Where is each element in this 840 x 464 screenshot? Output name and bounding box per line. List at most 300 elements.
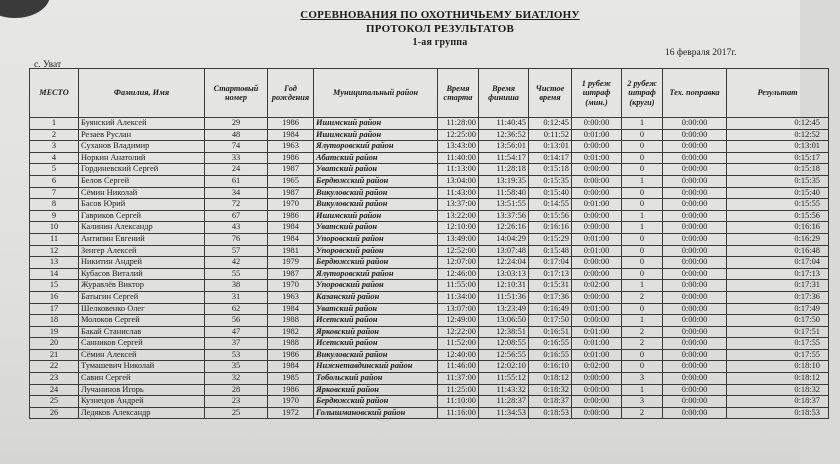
net-time-cell: 0:17:13 bbox=[529, 268, 572, 280]
result-cell: 0:12:45 bbox=[727, 118, 829, 130]
start-number-cell: 72 bbox=[205, 199, 268, 211]
start-number-cell: 42 bbox=[205, 257, 268, 269]
penalty2-cell: 1 bbox=[622, 280, 663, 292]
birth-year-cell: 1963 bbox=[268, 291, 314, 303]
start-time-cell: 11:46:00 bbox=[438, 361, 479, 373]
start-number-cell: 55 bbox=[205, 268, 268, 280]
name-cell: Молоков Сергей bbox=[79, 315, 205, 327]
birth-year-cell: 1984 bbox=[268, 129, 314, 141]
result-cell: 0:17:51 bbox=[727, 326, 829, 338]
name-cell: Кузнецов Андрей bbox=[79, 396, 205, 408]
name-cell: Зенгер Алексей bbox=[79, 245, 205, 257]
column-header: Тех. поправка bbox=[663, 69, 727, 118]
start-number-cell: 74 bbox=[205, 141, 268, 153]
net-time-cell: 0:16:10 bbox=[529, 361, 572, 373]
place-cell: 24 bbox=[30, 384, 79, 396]
result-cell: 0:17:55 bbox=[727, 338, 829, 350]
start-number-cell: 53 bbox=[205, 349, 268, 361]
finish-time-cell: 12:08:55 bbox=[479, 338, 529, 350]
start-time-cell: 11:34:00 bbox=[438, 291, 479, 303]
district-cell: Викуловский район bbox=[314, 349, 438, 361]
birth-year-cell: 1984 bbox=[268, 303, 314, 315]
result-cell: 0:17:31 bbox=[727, 280, 829, 292]
result-cell: 0:17:13 bbox=[727, 268, 829, 280]
start-time-cell: 11:25:00 bbox=[438, 384, 479, 396]
table-row bbox=[30, 199, 829, 211]
results-table bbox=[29, 68, 829, 419]
finish-time-cell: 12:36:52 bbox=[479, 129, 529, 141]
penalty1-cell: 0:00:00 bbox=[572, 315, 622, 327]
net-time-cell: 0:15:40 bbox=[529, 187, 572, 199]
start-number-cell: 31 bbox=[205, 291, 268, 303]
start-time-cell: 12:46:00 bbox=[438, 268, 479, 280]
district-cell: Голышмановский район bbox=[314, 407, 438, 419]
document-subtitle: ПРОТОКОЛ РЕЗУЛЬТАТОВ bbox=[365, 23, 514, 35]
start-time-cell: 12:49:00 bbox=[438, 315, 479, 327]
penalty2-cell: 0 bbox=[622, 303, 663, 315]
net-time-cell: 0:16:16 bbox=[529, 222, 572, 234]
penalty2-cell: 1 bbox=[622, 118, 663, 130]
tech-correction-cell: 0:00:00 bbox=[663, 210, 727, 222]
tech-correction-cell: 0:00:00 bbox=[663, 315, 727, 327]
district-cell: Тобольский район bbox=[314, 373, 438, 385]
birth-year-cell: 1970 bbox=[268, 280, 314, 292]
table-row bbox=[30, 384, 829, 396]
table-row bbox=[30, 210, 829, 222]
table-row bbox=[30, 222, 829, 234]
place-cell: 26 bbox=[30, 407, 79, 419]
result-cell: 0:15:40 bbox=[727, 187, 829, 199]
place-cell: 21 bbox=[30, 349, 79, 361]
district-cell: Уватский район bbox=[314, 222, 438, 234]
result-cell: 0:16:16 bbox=[727, 222, 829, 234]
start-number-cell: 43 bbox=[205, 222, 268, 234]
district-cell: Исетский район bbox=[314, 315, 438, 327]
start-number-cell: 29 bbox=[205, 118, 268, 130]
place-cell: 9 bbox=[30, 210, 79, 222]
net-time-cell: 0:18:53 bbox=[529, 407, 572, 419]
birth-year-cell: 1970 bbox=[268, 396, 314, 408]
table-row bbox=[30, 257, 829, 269]
table-row bbox=[30, 349, 829, 361]
net-time-cell: 0:16:55 bbox=[529, 338, 572, 350]
place-cell: 2 bbox=[30, 129, 79, 141]
finish-time-cell: 12:26:16 bbox=[479, 222, 529, 234]
place-cell: 17 bbox=[30, 303, 79, 315]
start-number-cell: 37 bbox=[205, 338, 268, 350]
net-time-cell: 0:18:37 bbox=[529, 396, 572, 408]
penalty2-cell: 0 bbox=[622, 129, 663, 141]
finish-time-cell: 11:28:18 bbox=[479, 164, 529, 176]
document-title: СОРЕВНОВАНИЯ ПО ОХОТНИЧЬЕМУ БИАТЛОНУ bbox=[300, 9, 580, 21]
birth-year-cell: 1986 bbox=[268, 349, 314, 361]
start-number-cell: 32 bbox=[205, 373, 268, 385]
penalty2-cell: 0 bbox=[622, 233, 663, 245]
net-time-cell: 0:15:56 bbox=[529, 210, 572, 222]
start-number-cell: 33 bbox=[205, 152, 268, 164]
result-cell: 0:17:04 bbox=[727, 257, 829, 269]
net-time-cell: 0:14:55 bbox=[529, 199, 572, 211]
table-row bbox=[30, 141, 829, 153]
birth-year-cell: 1984 bbox=[268, 361, 314, 373]
district-cell: Ишимский район bbox=[314, 129, 438, 141]
finish-time-cell: 12:24:04 bbox=[479, 257, 529, 269]
finish-time-cell: 11:28:37 bbox=[479, 396, 529, 408]
penalty1-cell: 0:00:00 bbox=[572, 187, 622, 199]
column-header: 1 рубеж штраф (мин.) bbox=[572, 69, 622, 118]
start-number-cell: 24 bbox=[205, 164, 268, 176]
finish-time-cell: 13:19:35 bbox=[479, 175, 529, 187]
result-cell: 0:18:10 bbox=[727, 361, 829, 373]
result-cell: 0:18:12 bbox=[727, 373, 829, 385]
name-cell: Ледяков Александр bbox=[79, 407, 205, 419]
district-cell: Упоровский район bbox=[314, 245, 438, 257]
column-header: 2 рубеж штраф (круги) bbox=[622, 69, 663, 118]
place-cell: 18 bbox=[30, 315, 79, 327]
tech-correction-cell: 0:00:00 bbox=[663, 199, 727, 211]
penalty2-cell: 2 bbox=[622, 326, 663, 338]
start-number-cell: 28 bbox=[205, 384, 268, 396]
penalty1-cell: 0:00:00 bbox=[572, 291, 622, 303]
start-number-cell: 48 bbox=[205, 129, 268, 141]
column-header: Время финиша bbox=[479, 69, 529, 118]
net-time-cell: 0:17:36 bbox=[529, 291, 572, 303]
tech-correction-cell: 0:00:00 bbox=[663, 326, 727, 338]
name-cell: Батыгин Сергей bbox=[79, 291, 205, 303]
column-header: Фамилия, Имя bbox=[79, 69, 205, 118]
net-time-cell: 0:15:18 bbox=[529, 164, 572, 176]
column-header: Чистое время bbox=[529, 69, 572, 118]
penalty1-cell: 0:01:00 bbox=[572, 326, 622, 338]
table-row bbox=[30, 164, 829, 176]
name-cell: Гординевский Сергей bbox=[79, 164, 205, 176]
tech-correction-cell: 0:00:00 bbox=[663, 164, 727, 176]
result-cell: 0:17:50 bbox=[727, 315, 829, 327]
table-row bbox=[30, 326, 829, 338]
name-cell: Резаев Руслан bbox=[79, 129, 205, 141]
start-time-cell: 13:07:00 bbox=[438, 303, 479, 315]
penalty2-cell: 0 bbox=[622, 361, 663, 373]
name-cell: Калинин Александр bbox=[79, 222, 205, 234]
name-cell: Никитин Андрей bbox=[79, 257, 205, 269]
column-header: Стартовый номер bbox=[205, 69, 268, 118]
birth-year-cell: 1984 bbox=[268, 222, 314, 234]
table-row bbox=[30, 187, 829, 199]
start-number-cell: 76 bbox=[205, 233, 268, 245]
start-time-cell: 12:25:00 bbox=[438, 129, 479, 141]
tech-correction-cell: 0:00:00 bbox=[663, 233, 727, 245]
penalty2-cell: 1 bbox=[622, 315, 663, 327]
table-row bbox=[30, 233, 829, 245]
penalty2-cell: 0 bbox=[622, 268, 663, 280]
finish-time-cell: 12:02:10 bbox=[479, 361, 529, 373]
net-time-cell: 0:15:29 bbox=[529, 233, 572, 245]
birth-year-cell: 1970 bbox=[268, 199, 314, 211]
start-time-cell: 12:07:00 bbox=[438, 257, 479, 269]
result-cell: 0:15:35 bbox=[727, 175, 829, 187]
table-row bbox=[30, 338, 829, 350]
district-cell: Викуловский район bbox=[314, 187, 438, 199]
place-cell: 19 bbox=[30, 326, 79, 338]
net-time-cell: 0:15:31 bbox=[529, 280, 572, 292]
table-row bbox=[30, 245, 829, 257]
penalty2-cell: 2 bbox=[622, 407, 663, 419]
table-row bbox=[30, 129, 829, 141]
place-cell: 8 bbox=[30, 199, 79, 211]
finish-time-cell: 13:07:48 bbox=[479, 245, 529, 257]
finish-time-cell: 11:55:12 bbox=[479, 373, 529, 385]
name-cell: Бакай Станислав bbox=[79, 326, 205, 338]
name-cell: Антипин Евгений bbox=[79, 233, 205, 245]
result-cell: 0:17:49 bbox=[727, 303, 829, 315]
penalty1-cell: 0:01:00 bbox=[572, 152, 622, 164]
start-time-cell: 12:40:00 bbox=[438, 349, 479, 361]
net-time-cell: 0:15:48 bbox=[529, 245, 572, 257]
net-time-cell: 0:15:35 bbox=[529, 175, 572, 187]
finish-time-cell: 12:10:31 bbox=[479, 280, 529, 292]
finish-time-cell: 14:04:29 bbox=[479, 233, 529, 245]
birth-year-cell: 1982 bbox=[268, 326, 314, 338]
name-cell: Суханов Владимир bbox=[79, 141, 205, 153]
penalty2-cell: 1 bbox=[622, 175, 663, 187]
start-time-cell: 13:04:00 bbox=[438, 175, 479, 187]
column-header: МЕСТО bbox=[30, 69, 79, 118]
penalty1-cell: 0:00:00 bbox=[572, 407, 622, 419]
birth-year-cell: 1988 bbox=[268, 315, 314, 327]
finish-time-cell: 11:40:45 bbox=[479, 118, 529, 130]
place-cell: 4 bbox=[30, 152, 79, 164]
finish-time-cell: 13:51:55 bbox=[479, 199, 529, 211]
net-time-cell: 0:16:51 bbox=[529, 326, 572, 338]
tech-correction-cell: 0:00:00 bbox=[663, 129, 727, 141]
penalty1-cell: 0:00:00 bbox=[572, 175, 622, 187]
district-cell: Бердюжский район bbox=[314, 396, 438, 408]
district-cell: Ишимский район bbox=[314, 118, 438, 130]
tech-correction-cell: 0:00:00 bbox=[663, 187, 727, 199]
district-cell: Ярковский район bbox=[314, 384, 438, 396]
tech-correction-cell: 0:00:00 bbox=[663, 396, 727, 408]
net-time-cell: 0:14:17 bbox=[529, 152, 572, 164]
result-cell: 0:16:48 bbox=[727, 245, 829, 257]
result-cell: 0:18:32 bbox=[727, 384, 829, 396]
start-time-cell: 13:37:00 bbox=[438, 199, 479, 211]
finish-time-cell: 11:58:40 bbox=[479, 187, 529, 199]
birth-year-cell: 1986 bbox=[268, 210, 314, 222]
finish-time-cell: 13:37:56 bbox=[479, 210, 529, 222]
tech-correction-cell: 0:00:00 bbox=[663, 222, 727, 234]
penalty1-cell: 0:02:00 bbox=[572, 280, 622, 292]
place-cell: 3 bbox=[30, 141, 79, 153]
name-cell: Журавлёв Виктор bbox=[79, 280, 205, 292]
start-time-cell: 13:22:00 bbox=[438, 210, 479, 222]
net-time-cell: 0:18:32 bbox=[529, 384, 572, 396]
penalty2-cell: 0 bbox=[622, 349, 663, 361]
start-time-cell: 13:49:00 bbox=[438, 233, 479, 245]
table-row bbox=[30, 315, 829, 327]
place-cell: 12 bbox=[30, 245, 79, 257]
district-cell: Упоровский район bbox=[314, 280, 438, 292]
penalty2-cell: 1 bbox=[622, 222, 663, 234]
name-cell: Гавриков Сергей bbox=[79, 210, 205, 222]
penalty2-cell: 3 bbox=[622, 373, 663, 385]
district-cell: Викуловский район bbox=[314, 199, 438, 211]
penalty1-cell: 0:00:00 bbox=[572, 384, 622, 396]
tech-correction-cell: 0:00:00 bbox=[663, 291, 727, 303]
tech-correction-cell: 0:00:00 bbox=[663, 257, 727, 269]
place-cell: 25 bbox=[30, 396, 79, 408]
penalty1-cell: 0:00:00 bbox=[572, 257, 622, 269]
birth-year-cell: 1987 bbox=[268, 164, 314, 176]
tech-correction-cell: 0:00:00 bbox=[663, 349, 727, 361]
finish-time-cell: 13:06:50 bbox=[479, 315, 529, 327]
column-header: Результат bbox=[727, 69, 829, 118]
column-header: Муниципальный район bbox=[314, 69, 438, 118]
penalty2-cell: 0 bbox=[622, 257, 663, 269]
birth-year-cell: 1986 bbox=[268, 152, 314, 164]
birth-year-cell: 1988 bbox=[268, 338, 314, 350]
start-time-cell: 11:28:00 bbox=[438, 118, 479, 130]
finish-time-cell: 11:43:32 bbox=[479, 384, 529, 396]
table-row bbox=[30, 268, 829, 280]
penalty2-cell: 2 bbox=[622, 291, 663, 303]
finish-time-cell: 12:38:51 bbox=[479, 326, 529, 338]
start-number-cell: 57 bbox=[205, 245, 268, 257]
tech-correction-cell: 0:00:00 bbox=[663, 141, 727, 153]
district-cell: Казанский район bbox=[314, 291, 438, 303]
start-number-cell: 23 bbox=[205, 396, 268, 408]
table-row bbox=[30, 152, 829, 164]
tech-correction-cell: 0:00:00 bbox=[663, 373, 727, 385]
table-row bbox=[30, 303, 829, 315]
district-cell: Нижнетавдинский район bbox=[314, 361, 438, 373]
penalty2-cell: 0 bbox=[622, 245, 663, 257]
finish-time-cell: 13:23:49 bbox=[479, 303, 529, 315]
penalty2-cell: 0 bbox=[622, 141, 663, 153]
place-cell: 22 bbox=[30, 361, 79, 373]
start-time-cell: 11:55:00 bbox=[438, 280, 479, 292]
start-number-cell: 38 bbox=[205, 280, 268, 292]
penalty1-cell: 0:00:00 bbox=[572, 210, 622, 222]
place-cell: 11 bbox=[30, 233, 79, 245]
penalty1-cell: 0:00:00 bbox=[572, 118, 622, 130]
penalty1-cell: 0:01:00 bbox=[572, 349, 622, 361]
place-cell: 10 bbox=[30, 222, 79, 234]
result-cell: 0:18:53 bbox=[727, 407, 829, 419]
birth-year-cell: 1979 bbox=[268, 257, 314, 269]
penalty1-cell: 0:00:00 bbox=[572, 373, 622, 385]
name-cell: Шелковенко Олег bbox=[79, 303, 205, 315]
tech-correction-cell: 0:00:00 bbox=[663, 280, 727, 292]
start-number-cell: 56 bbox=[205, 315, 268, 327]
finish-time-cell: 11:51:36 bbox=[479, 291, 529, 303]
tech-correction-cell: 0:00:00 bbox=[663, 245, 727, 257]
start-number-cell: 34 bbox=[205, 187, 268, 199]
table-row bbox=[30, 175, 829, 187]
table-row bbox=[30, 396, 829, 408]
place-cell: 23 bbox=[30, 373, 79, 385]
district-cell: Упоровский район bbox=[314, 233, 438, 245]
birth-year-cell: 1987 bbox=[268, 268, 314, 280]
net-time-cell: 0:18:12 bbox=[529, 373, 572, 385]
birth-year-cell: 1986 bbox=[268, 118, 314, 130]
place-cell: 20 bbox=[30, 338, 79, 350]
result-cell: 0:15:55 bbox=[727, 199, 829, 211]
finish-time-cell: 13:03:13 bbox=[479, 268, 529, 280]
tech-correction-cell: 0:00:00 bbox=[663, 361, 727, 373]
table-row bbox=[30, 361, 829, 373]
district-cell: Ялуторовский район bbox=[314, 141, 438, 153]
district-cell: Уватский район bbox=[314, 164, 438, 176]
penalty2-cell: 3 bbox=[622, 396, 663, 408]
net-time-cell: 0:16:49 bbox=[529, 303, 572, 315]
name-cell: Сёмин Алексей bbox=[79, 349, 205, 361]
penalty1-cell: 0:00:00 bbox=[572, 141, 622, 153]
start-time-cell: 12:10:00 bbox=[438, 222, 479, 234]
district-cell: Ишимский район bbox=[314, 210, 438, 222]
place-cell: 14 bbox=[30, 268, 79, 280]
penalty1-cell: 0:01:00 bbox=[572, 129, 622, 141]
tech-correction-cell: 0:00:00 bbox=[663, 303, 727, 315]
birth-year-cell: 1972 bbox=[268, 407, 314, 419]
result-cell: 0:15:56 bbox=[727, 210, 829, 222]
table-header-row bbox=[30, 69, 829, 118]
finish-time-cell: 13:56:01 bbox=[479, 141, 529, 153]
district-cell: Бердюжский район bbox=[314, 175, 438, 187]
name-cell: Буянский Алексей bbox=[79, 118, 205, 130]
start-time-cell: 11:40:00 bbox=[438, 152, 479, 164]
place-cell: 16 bbox=[30, 291, 79, 303]
tech-correction-cell: 0:00:00 bbox=[663, 175, 727, 187]
column-header: Год рождения bbox=[268, 69, 314, 118]
penalty1-cell: 0:01:00 bbox=[572, 303, 622, 315]
penalty2-cell: 1 bbox=[622, 210, 663, 222]
tech-correction-cell: 0:00:00 bbox=[663, 384, 727, 396]
event-place: с. Уват bbox=[34, 60, 62, 70]
penalty1-cell: 0:01:00 bbox=[572, 199, 622, 211]
penalty1-cell: 0:00:00 bbox=[572, 396, 622, 408]
tech-correction-cell: 0:00:00 bbox=[663, 338, 727, 350]
tech-correction-cell: 0:00:00 bbox=[663, 152, 727, 164]
penalty1-cell: 0:02:00 bbox=[572, 361, 622, 373]
net-time-cell: 0:17:04 bbox=[529, 257, 572, 269]
name-cell: Сёмин Николай bbox=[79, 187, 205, 199]
penalty1-cell: 0:00:00 bbox=[572, 222, 622, 234]
table-row bbox=[30, 118, 829, 130]
column-header: Время старта bbox=[438, 69, 479, 118]
result-cell: 0:18:37 bbox=[727, 396, 829, 408]
group-label: 1-ая группа bbox=[412, 37, 468, 48]
start-time-cell: 13:43:00 bbox=[438, 141, 479, 153]
penalty1-cell: 0:00:00 bbox=[572, 164, 622, 176]
result-cell: 0:15:17 bbox=[727, 152, 829, 164]
district-cell: Абатский район bbox=[314, 152, 438, 164]
place-cell: 1 bbox=[30, 118, 79, 130]
penalty2-cell: 0 bbox=[622, 164, 663, 176]
net-time-cell: 0:13:01 bbox=[529, 141, 572, 153]
start-time-cell: 11:10:00 bbox=[438, 396, 479, 408]
district-cell: Бердюжский район bbox=[314, 257, 438, 269]
tech-correction-cell: 0:00:00 bbox=[663, 118, 727, 130]
penalty1-cell: 0:00:00 bbox=[572, 268, 622, 280]
penalty2-cell: 2 bbox=[622, 338, 663, 350]
birth-year-cell: 1963 bbox=[268, 141, 314, 153]
net-time-cell: 0:12:45 bbox=[529, 118, 572, 130]
birth-year-cell: 1986 bbox=[268, 384, 314, 396]
start-time-cell: 11:52:00 bbox=[438, 338, 479, 350]
start-time-cell: 12:22:00 bbox=[438, 326, 479, 338]
penalty1-cell: 0:01:00 bbox=[572, 338, 622, 350]
result-cell: 0:13:01 bbox=[727, 141, 829, 153]
